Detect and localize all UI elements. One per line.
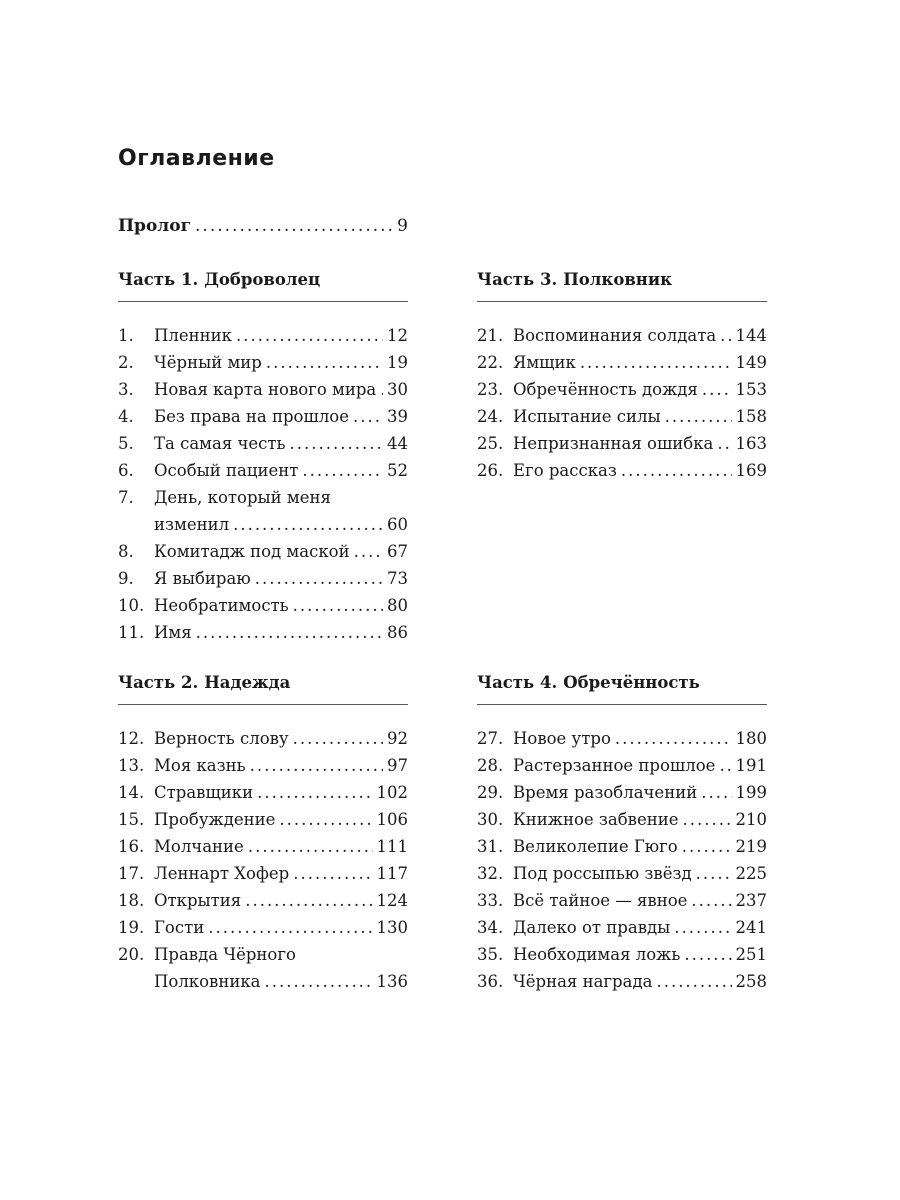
chapter-number: 17.	[118, 864, 145, 883]
chapter-title-line2: Полковника	[154, 972, 261, 991]
part-name: Доброволец	[204, 270, 321, 289]
chapter-number: 24.	[477, 407, 504, 426]
chapter-page: 199	[735, 783, 767, 802]
chapter-title: Новое утро	[513, 729, 611, 748]
prologue-title: Пролог	[118, 216, 192, 236]
toc-entry[interactable]	[118, 779, 408, 806]
leader-dots	[293, 860, 372, 887]
chapter-title: Испытание силы	[513, 407, 661, 426]
chapter-body	[513, 376, 767, 403]
chapter-number: 19.	[118, 918, 145, 937]
chapter-title: Всё тайное — явное	[513, 891, 688, 910]
leader-dots	[250, 752, 383, 779]
chapter-number: 4.	[118, 407, 134, 426]
leader-dots	[257, 779, 372, 806]
toc-entry[interactable]	[118, 565, 408, 592]
chapter-body	[154, 322, 408, 349]
chapter-title: Без права на прошлое	[154, 407, 349, 426]
leader-dots	[615, 725, 732, 752]
toc-entry[interactable]	[118, 322, 408, 349]
chapter-body	[513, 968, 767, 995]
chapter-number: 25.	[477, 434, 504, 453]
chapter-title: Чёрный мир	[154, 353, 262, 372]
leader-dots	[682, 806, 731, 833]
part-name: Полковник	[563, 270, 673, 289]
chapter-title: Правда Чёрного	[154, 945, 296, 964]
toc-entry[interactable]	[477, 968, 767, 995]
chapter-page: 136	[376, 972, 408, 991]
prologue-entry[interactable]	[118, 216, 408, 242]
chapter-body	[513, 806, 767, 833]
toc-entry[interactable]	[118, 941, 408, 995]
chapter-page: 92	[387, 729, 408, 748]
part-header	[118, 270, 408, 302]
chapter-body	[513, 887, 767, 914]
chapter-body	[513, 941, 767, 968]
part-1-section	[118, 270, 408, 646]
chapter-number: 22.	[477, 353, 504, 372]
toc-entry[interactable]	[477, 914, 767, 941]
leader-dots	[354, 538, 383, 565]
chapter-title: Книжное забвение	[513, 810, 679, 829]
chapter-page: 130	[376, 918, 408, 937]
chapter-page: 210	[735, 810, 767, 829]
toc-entry[interactable]	[477, 457, 767, 484]
chapter-title: Растерзанное прошлое	[513, 756, 716, 775]
toc-entry[interactable]	[477, 725, 767, 752]
toc-entry[interactable]	[477, 860, 767, 887]
chapter-body	[154, 565, 408, 592]
prologue-page: 9	[397, 216, 408, 236]
chapter-number: 33.	[477, 891, 504, 910]
toc-entry[interactable]	[118, 349, 408, 376]
chapter-page: 225	[735, 864, 767, 883]
chapter-number: 35.	[477, 945, 504, 964]
chapter-page: 39	[387, 407, 408, 426]
leader-dots	[696, 860, 732, 887]
chapter-title-line2: изменил	[154, 515, 230, 534]
chapter-body	[154, 619, 408, 646]
leader-dots	[580, 349, 732, 376]
chapter-page: 237	[735, 891, 767, 910]
chapter-body	[513, 914, 767, 941]
chapter-number: 14.	[118, 783, 145, 802]
chapter-page: 144	[735, 326, 767, 345]
part-name: Надежда	[204, 673, 291, 692]
chapter-body	[154, 430, 408, 457]
chapter-number: 13.	[118, 756, 145, 775]
leader-dots	[665, 403, 732, 430]
chapter-title: Открытия	[154, 891, 242, 910]
toc-entry[interactable]	[118, 403, 408, 430]
toc-entry[interactable]	[477, 806, 767, 833]
chapter-page: 52	[387, 461, 408, 480]
chapter-page: 251	[735, 945, 767, 964]
toc-entry[interactable]	[118, 619, 408, 646]
leader-dots	[719, 752, 731, 779]
chapter-title: Непризнанная ошибка	[513, 434, 714, 453]
chapter-page: 163	[735, 434, 767, 453]
chapter-title: Время разоблачений	[513, 783, 698, 802]
chapter-body	[513, 349, 767, 376]
chapter-number: 32.	[477, 864, 504, 883]
leader-dots	[279, 806, 372, 833]
leader-dots	[302, 457, 383, 484]
chapter-body	[513, 725, 767, 752]
chapter-number: 11.	[118, 623, 145, 642]
chapter-page: 12	[387, 326, 408, 345]
chapter-page: 124	[376, 891, 408, 910]
chapter-body	[154, 806, 408, 833]
chapter-title: Далеко от правды	[513, 918, 671, 937]
chapter-page: 180	[735, 729, 767, 748]
chapter-body	[154, 860, 408, 887]
chapter-body	[154, 833, 408, 860]
chapter-title: Та самая честь	[154, 434, 286, 453]
chapter-page: 60	[387, 515, 408, 534]
chapter-body	[513, 752, 767, 779]
chapter-body	[513, 860, 767, 887]
part-label: Часть 4.	[477, 673, 558, 692]
chapter-page: 44	[387, 434, 408, 453]
chapter-title: Под россыпью звёзд	[513, 864, 692, 883]
toc-entry[interactable]	[477, 752, 767, 779]
chapter-title: Чёрная награда	[513, 972, 653, 991]
toc-entry[interactable]	[477, 779, 767, 806]
chapter-title-continuation	[154, 968, 408, 995]
leader-dots	[656, 968, 731, 995]
leader-dots	[266, 349, 383, 376]
chapter-title: Необходимая ложь	[513, 945, 681, 964]
leader-dots	[255, 565, 383, 592]
toc-entry[interactable]	[118, 457, 408, 484]
chapter-body	[154, 725, 408, 752]
chapter-number: 7.	[118, 488, 134, 507]
chapter-page: 169	[735, 461, 767, 480]
chapter-body	[154, 484, 408, 538]
leader-dots	[684, 941, 731, 968]
chapter-number: 5.	[118, 434, 134, 453]
chapter-number: 36.	[477, 972, 504, 991]
chapter-body	[154, 779, 408, 806]
chapter-body	[154, 887, 408, 914]
leader-dots	[720, 322, 731, 349]
chapter-title: Моя казнь	[154, 756, 246, 775]
chapter-title: Ямщик	[513, 353, 576, 372]
chapter-page: 19	[387, 353, 408, 372]
chapter-page: 30	[387, 380, 408, 399]
chapter-title: Пробуждение	[154, 810, 276, 829]
leader-dots	[674, 914, 731, 941]
chapter-body	[154, 457, 408, 484]
chapter-body	[154, 752, 408, 779]
chapter-number: 27.	[477, 729, 504, 748]
toc-entry[interactable]	[118, 725, 408, 752]
chapter-page: 191	[735, 756, 767, 775]
chapter-number: 29.	[477, 783, 504, 802]
chapter-number: 12.	[118, 729, 145, 748]
toc-entry[interactable]	[118, 376, 408, 403]
chapter-number: 1.	[118, 326, 134, 345]
chapter-body	[154, 376, 408, 403]
chapter-title: Имя	[154, 623, 192, 642]
chapter-number: 8.	[118, 542, 134, 561]
chapter-body	[513, 833, 767, 860]
part-header	[118, 673, 408, 705]
chapter-title: Комитадж под маской	[154, 542, 350, 561]
leader-dots	[380, 376, 383, 403]
chapter-page: 111	[376, 837, 408, 856]
leader-dots	[196, 619, 383, 646]
leader-dots	[208, 914, 372, 941]
chapter-body	[154, 914, 408, 941]
chapter-number: 15.	[118, 810, 145, 829]
chapter-page: 158	[735, 407, 767, 426]
leader-dots	[248, 833, 373, 860]
chapter-number: 34.	[477, 918, 504, 937]
toc-entry[interactable]	[477, 403, 767, 430]
leader-dots	[701, 779, 731, 806]
toc-entry[interactable]	[477, 887, 767, 914]
part-label: Часть 1.	[118, 270, 199, 289]
toc-entry[interactable]	[118, 752, 408, 779]
toc-entry[interactable]	[118, 887, 408, 914]
page-title: Оглавление	[118, 146, 275, 171]
chapter-title: Особый пациент	[154, 461, 299, 480]
chapter-number: 10.	[118, 596, 145, 615]
chapter-number: 23.	[477, 380, 504, 399]
leader-dots	[717, 430, 731, 457]
leader-dots	[265, 968, 373, 995]
chapter-page: 106	[376, 810, 408, 829]
chapter-title: Необратимость	[154, 596, 289, 615]
chapter-page: 102	[376, 783, 408, 802]
chapter-title: Пленник	[154, 326, 232, 345]
chapter-body	[513, 430, 767, 457]
chapter-number: 18.	[118, 891, 145, 910]
toc-entry[interactable]	[118, 914, 408, 941]
chapter-number: 16.	[118, 837, 145, 856]
chapter-page: 80	[387, 596, 408, 615]
toc-entry[interactable]	[118, 484, 408, 538]
chapter-page: 73	[387, 569, 408, 588]
leader-dots	[702, 376, 732, 403]
chapter-body	[154, 403, 408, 430]
toc-entry[interactable]	[477, 349, 767, 376]
chapter-page: 67	[387, 542, 408, 561]
chapter-body	[513, 403, 767, 430]
leader-dots	[233, 511, 383, 538]
chapter-title-continuation	[154, 511, 408, 538]
chapter-title: Новая карта нового мира	[154, 380, 377, 399]
toc-entry[interactable]	[118, 806, 408, 833]
chapter-body	[154, 941, 408, 995]
toc-entry[interactable]	[118, 860, 408, 887]
chapter-title: Леннарт Хофер	[154, 864, 290, 883]
toc-entry[interactable]	[118, 833, 408, 860]
chapter-title: Стравщики	[154, 783, 254, 802]
leader-dots	[682, 833, 732, 860]
toc-entry[interactable]	[477, 833, 767, 860]
leader-dots	[293, 725, 383, 752]
toc-entry[interactable]	[118, 538, 408, 565]
chapter-number: 30.	[477, 810, 504, 829]
chapter-body	[513, 779, 767, 806]
toc-entry[interactable]	[477, 376, 767, 403]
chapter-page: 153	[735, 380, 767, 399]
leader-dots	[245, 887, 372, 914]
leader-dots	[691, 887, 731, 914]
chapter-number: 26.	[477, 461, 504, 480]
leader-dots	[621, 457, 732, 484]
leader-dots	[293, 592, 383, 619]
leader-dots	[195, 216, 393, 236]
part-header	[477, 270, 767, 302]
chapter-title: День, который меня	[154, 488, 331, 507]
chapter-body	[154, 592, 408, 619]
part-3-section	[477, 270, 767, 484]
leader-dots	[290, 430, 383, 457]
chapter-body	[154, 538, 408, 565]
toc-entry[interactable]	[118, 430, 408, 457]
chapter-number: 31.	[477, 837, 504, 856]
part-name: Обречённость	[563, 673, 700, 692]
chapter-title: Великолепие Гюго	[513, 837, 678, 856]
chapter-page: 86	[387, 623, 408, 642]
toc-entry[interactable]	[118, 592, 408, 619]
chapter-number: 9.	[118, 569, 134, 588]
chapter-page: 219	[735, 837, 767, 856]
chapter-body	[513, 322, 767, 349]
chapter-title: Верность слову	[154, 729, 289, 748]
chapter-page: 97	[387, 756, 408, 775]
toc-entry[interactable]	[477, 322, 767, 349]
chapter-title: Воспоминания солдата	[513, 326, 717, 345]
chapter-page: 258	[735, 972, 767, 991]
chapter-page: 241	[735, 918, 767, 937]
leader-dots	[236, 322, 383, 349]
chapter-number: 28.	[477, 756, 504, 775]
chapter-title: Я выбираю	[154, 569, 251, 588]
chapter-number: 6.	[118, 461, 134, 480]
part-2-section	[118, 673, 408, 995]
part-header	[477, 673, 767, 705]
part-4-section	[477, 673, 767, 995]
leader-dots	[353, 403, 383, 430]
chapter-number: 21.	[477, 326, 504, 345]
chapter-title: Его рассказ	[513, 461, 617, 480]
part-label: Часть 3.	[477, 270, 558, 289]
chapter-number: 3.	[118, 380, 134, 399]
toc-entry[interactable]	[477, 430, 767, 457]
chapter-title: Молчание	[154, 837, 244, 856]
chapter-body	[513, 457, 767, 484]
chapter-title: Гости	[154, 918, 205, 937]
chapter-number: 20.	[118, 945, 145, 964]
chapter-number: 2.	[118, 353, 134, 372]
part-label: Часть 2.	[118, 673, 199, 692]
toc-entry[interactable]	[477, 941, 767, 968]
chapter-title: Обречённость дождя	[513, 380, 698, 399]
chapter-page: 149	[735, 353, 767, 372]
chapter-body	[154, 349, 408, 376]
chapter-page: 117	[376, 864, 408, 883]
